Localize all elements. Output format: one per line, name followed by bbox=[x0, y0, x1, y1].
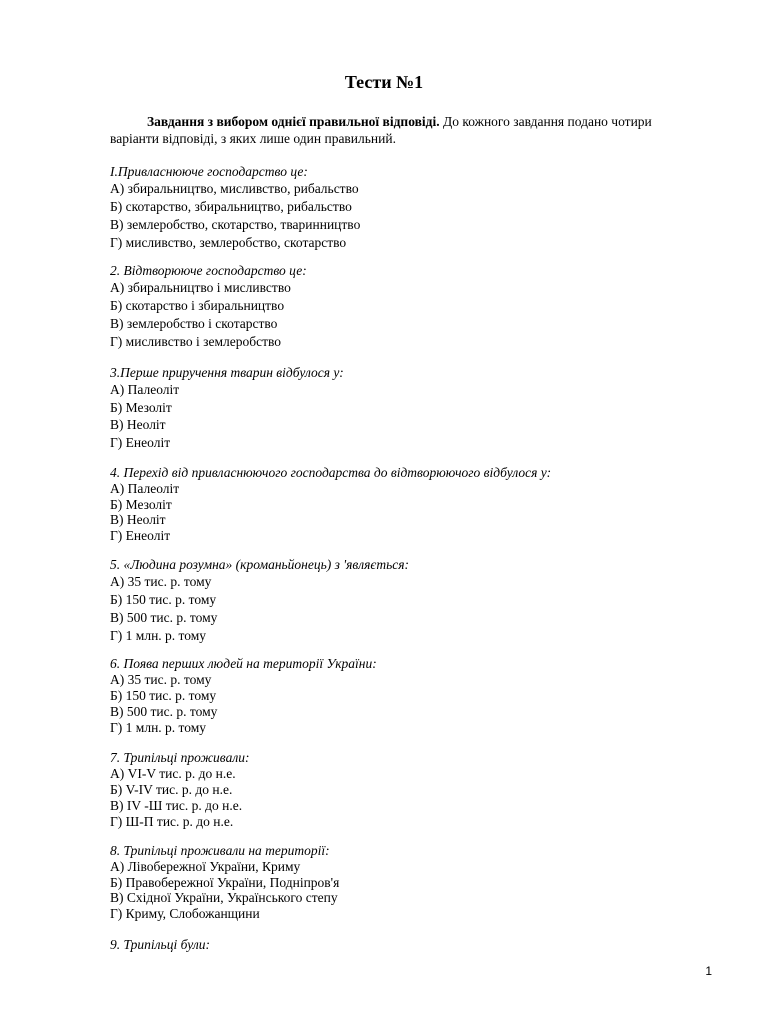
option-b: Б) 150 тис. р. тому bbox=[110, 688, 217, 703]
question-6 bbox=[110, 655, 690, 736]
question-1 bbox=[110, 163, 690, 252]
option-d: Г) мисливство і землеробство bbox=[110, 334, 282, 349]
option-a: А) збиральництво і мисливство bbox=[110, 280, 291, 295]
option-d: Г) Енеоліт bbox=[110, 434, 171, 450]
option-b: Б) V-IV тис. р. до н.е. bbox=[110, 782, 233, 797]
intro-paragraph bbox=[110, 113, 690, 147]
question-stem: 3.Перше приручення тварин відбулося у: bbox=[110, 365, 344, 380]
option-c: В) Неоліт bbox=[110, 512, 166, 527]
question-stem: 7. Трипільці проживали: bbox=[110, 750, 250, 765]
question-stem: 5. «Людина розумна» (кроманьйонець) з 'являється: bbox=[110, 557, 409, 572]
option-a: А) Палеоліт bbox=[110, 481, 180, 496]
option-a: А) 35 тис. р. тому bbox=[110, 574, 212, 589]
question-stem: 8. Трипільці проживали на території: bbox=[110, 843, 330, 858]
intro-text: До кожного завдання подано чотири варіанти відповіді, з яких лише один правильний. bbox=[110, 114, 652, 146]
option-a: А) 35 тис. р. тому bbox=[110, 672, 212, 687]
option-c: В) землеробство, скотарство, тваринництво bbox=[110, 217, 361, 232]
option-b: Б) Мезоліт bbox=[110, 496, 172, 512]
option-b: Б) Правобережної України, Подніпров'я bbox=[110, 874, 340, 890]
question-9 bbox=[110, 936, 690, 953]
question-5 bbox=[110, 556, 690, 645]
question-stem: 4. Перехід від привласнюючого господарства до відтворюючого відбулося у: bbox=[110, 465, 552, 480]
question-stem: 6. Поява перших людей на території України: bbox=[110, 656, 377, 671]
page-title: Тести №1 bbox=[344, 72, 424, 92]
question-3 bbox=[110, 364, 690, 451]
option-c: В) IV -Ш тис. р. до н.е. bbox=[110, 798, 243, 813]
option-a: А) Лівобережної України, Криму bbox=[110, 859, 301, 874]
option-b: Б) Мезоліт bbox=[110, 399, 172, 415]
option-d: Г) мисливство, землеробство, скотарство bbox=[110, 235, 347, 250]
option-c: В) 500 тис. р. тому bbox=[110, 610, 218, 625]
option-c: В) землеробство і скотарство bbox=[110, 316, 278, 331]
question-8 bbox=[110, 842, 690, 921]
page-number: 1 bbox=[705, 964, 712, 978]
question-4 bbox=[110, 464, 690, 543]
option-d: Г) 1 млн. р. тому bbox=[110, 720, 207, 735]
option-d: Г) Енеоліт bbox=[110, 527, 171, 543]
question-stem: 9. Трипільці були: bbox=[110, 937, 210, 952]
option-a: А) збиральництво, мисливство, рибальство bbox=[110, 181, 359, 196]
option-d: Г) Ш-П тис. р. до н.е. bbox=[110, 814, 234, 829]
option-b: Б) 150 тис. р. тому bbox=[110, 592, 217, 607]
question-7 bbox=[110, 749, 690, 830]
option-a: А) VI-V тис. р. до н.е. bbox=[110, 766, 236, 781]
option-c: В) Неоліт bbox=[110, 417, 166, 432]
intro-bold: Завдання з вибором однієї правильної відповіді. bbox=[147, 114, 440, 129]
option-b: Б) скотарство, збиральництво, рибальство bbox=[110, 199, 352, 214]
option-c: В) 500 тис. р. тому bbox=[110, 704, 218, 719]
option-a: А) Палеоліт bbox=[110, 382, 180, 397]
question-2 bbox=[110, 262, 690, 351]
option-b: Б) скотарство і збиральництво bbox=[110, 298, 285, 313]
option-c: В) Східної України, Українського степу bbox=[110, 890, 338, 905]
question-stem: 2. Відтворююче господарство це: bbox=[110, 263, 307, 278]
option-d: Г) 1 млн. р. тому bbox=[110, 628, 207, 643]
option-d: Г) Криму, Слобожанщини bbox=[110, 905, 260, 921]
question-stem: І.Привласнююче господарство це: bbox=[110, 164, 308, 179]
